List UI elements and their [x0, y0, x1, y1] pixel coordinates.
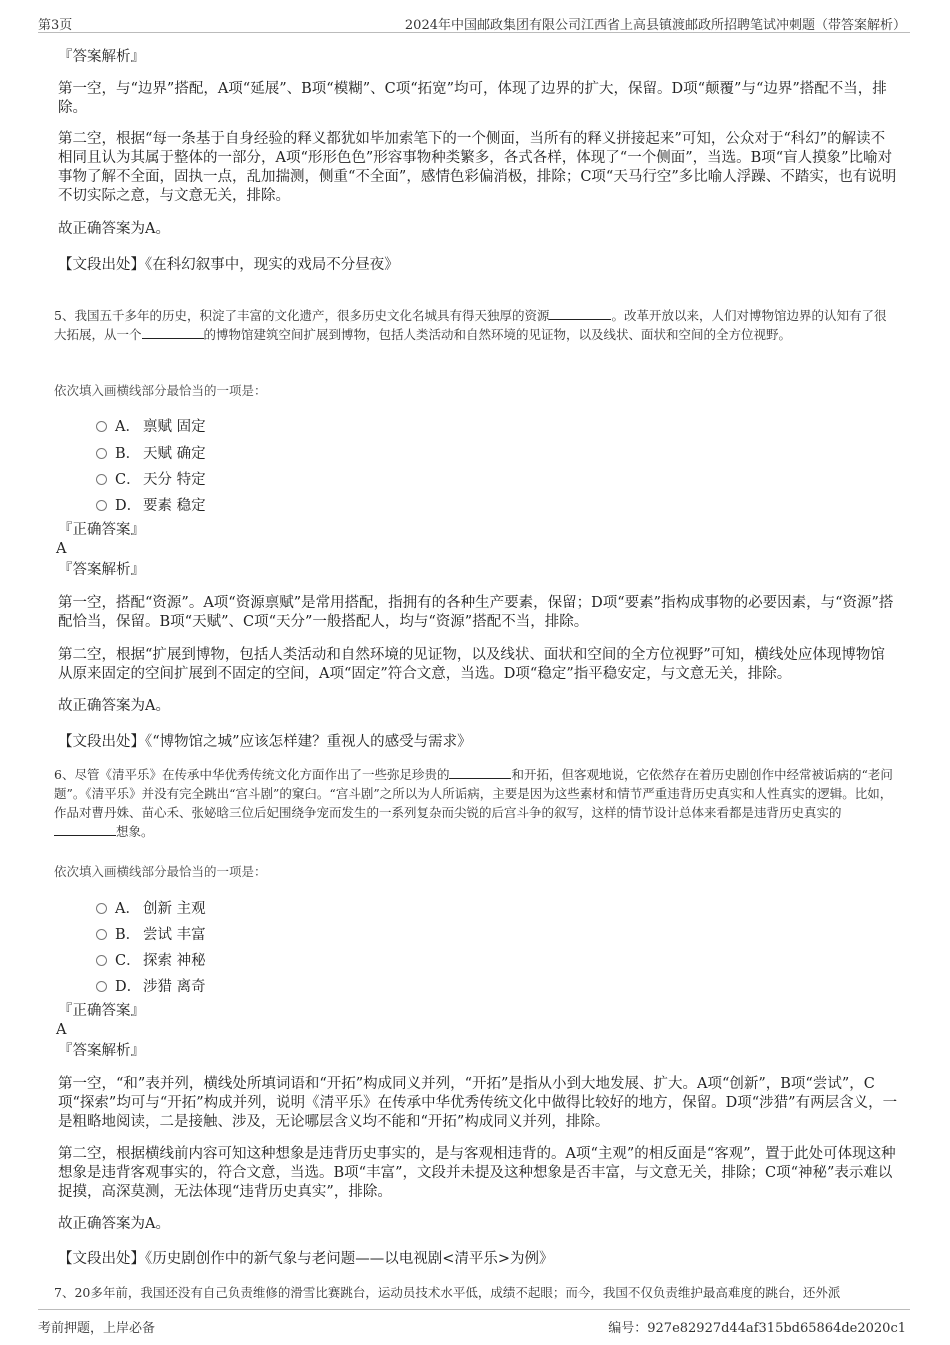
analysis-paragraph: 第一空，搭配“资源”。A项“资源禀赋”是常用搭配，指拥有的各种生产要素，保留；D项“要素”指构成事物的必要因素，与“资源”搭配恰当，保留。B项“天赋”、C项“天分”一般搭配人，均与“资源”搭配不当，排除。	[58, 595, 894, 630]
option-c[interactable]: C． 天分 特定	[96, 468, 206, 489]
correct-answer-label: 『正确答案』	[58, 1003, 145, 1019]
source-citation: 【文段出处】《“博物馆之城”应该怎样建？重视人的感受与需求》	[58, 734, 472, 750]
question-hint: 依次填入画横线部分最恰当的一项是：	[54, 383, 267, 398]
document-id: 编号：927e82927d44af315bd65864de2020c1	[608, 1321, 906, 1336]
page-header	[38, 6, 910, 33]
radio-button[interactable]	[96, 955, 107, 966]
correct-answer-label: 『正确答案』	[58, 522, 145, 538]
question-stem: 5、我国五千多年的历史，积淀了丰富的文化遗产，很多历史文化名城具有得天独厚的资源 。改革开放以来，人们对博物馆边界的认知有了很大拓展，从一个 的博物馆建筑空间扩展到博物，包括人类活动和自然环境的见证物，以及线状、面状和空间的全方位视野。	[54, 308, 887, 342]
option-b[interactable]: B． 天赋 确定	[96, 442, 206, 463]
option-c[interactable]: C． 探索 神秘	[96, 949, 206, 970]
radio-button[interactable]	[96, 474, 107, 485]
option-a[interactable]: A． 禀赋 固定	[96, 415, 206, 436]
analysis-paragraph: 第二空，根据横线前内容可知这种想象是违背历史事实的，是与客观相违背的。A项“主观”的相反面是“客观”，置于此处可体现这种想象是违背客观事实的，符合文意，当选。B项“丰富”，文段并未提及这种想象是否丰富，与文意无关，排除；C项“神秘”表示难以捉摸，高深莫测，无法体现“违背历史真实”，排除。	[58, 1146, 896, 1200]
fill-blank	[449, 766, 511, 779]
page-footer	[38, 1309, 910, 1340]
page-number: 第3页	[38, 18, 73, 33]
conclusion: 故正确答案为A。	[58, 1216, 170, 1232]
analysis-paragraph: 第一空，与“边界”搭配，A项“延展”、B项“模糊”、C项“拓宽”均可，体现了边界的扩大，保留。D项“颠覆”与“边界”搭配不当，排除。	[58, 81, 887, 116]
radio-button[interactable]	[96, 448, 107, 459]
option-a[interactable]: A． 创新 主观	[96, 897, 206, 918]
document-title: 2024年中国邮政集团有限公司江西省上高县镇渡邮政所招聘笔试冲刺题（带答案解析）	[404, 18, 906, 33]
radio-button[interactable]	[96, 981, 107, 992]
analysis-label: 『答案解析』	[58, 49, 145, 65]
option-d[interactable]: D． 要素 稳定	[96, 494, 206, 515]
source-citation: 【文段出处】《历史剧创作中的新气象与老问题——以电视剧<清平乐>为例》	[58, 1251, 554, 1267]
correct-answer: A	[56, 1022, 67, 1038]
fill-blank	[549, 307, 611, 320]
option-d[interactable]: D． 涉猎 离奇	[96, 975, 206, 996]
conclusion: 故正确答案为A。	[58, 221, 170, 237]
analysis-paragraph: 第二空，根据“扩展到博物，包括人类活动和自然环境的见证物，以及线状、面状和空间的全方位视野”可知，横线处应体现博物馆从原来固定的空间扩展到不固定的空间，A项“固定”符合文意，当选。D项“稳定”指平稳安定，与文意无关，排除。	[58, 647, 885, 682]
fill-blank	[54, 823, 116, 836]
radio-button[interactable]	[96, 903, 107, 914]
footer-slogan: 考前押题，上岸必备	[38, 1321, 156, 1336]
correct-answer: A	[56, 541, 67, 557]
option-b[interactable]: B． 尝试 丰富	[96, 923, 206, 944]
radio-button[interactable]	[96, 500, 107, 511]
radio-button[interactable]	[96, 929, 107, 940]
source-citation: 【文段出处】《在科幻叙事中，现实的戏局不分昼夜》	[58, 257, 399, 273]
question-stem: 7、20多年前，我国还没有自己负责维修的滑雪比赛跳台，运动员技术水平低，成绩不起眼；而今，我国不仅负责维护最高难度的跳台，还外派	[54, 1285, 841, 1300]
radio-button[interactable]	[96, 421, 107, 432]
conclusion: 故正确答案为A。	[58, 698, 170, 714]
analysis-paragraph: 第一空，“和”表并列，横线处所填词语和“开拓”构成同义并列，“开拓”是指从小到大地发展、扩大。A项“创新”，B项“尝试”，C项“探索”均可与“开拓”构成并列，说明《清平乐》在传承中华优秀传统文化中做得比较好的地方，保留。D项“涉猎”有两层含义，一是粗略地阅读，二是接触、涉及，无论哪层含义均不能和“开拓”构成同义并列，排除。	[58, 1076, 898, 1130]
question-stem: 6、尽管《清平乐》在传承中华优秀传统文化方面作出了一些弥足珍贵的 和开拓，但客观地说，它依然存在着历史剧创作中经常被诟病的“老问题”。《清平乐》并没有完全跳出“宫斗剧”的窠臼。“宫斗剧”之所以为人所诟病，主要是因为这些素材和情节严重违背历史真实和人性真实的逻辑。比如，作品对曹丹姝、苗心禾、张妼晗三位后妃围绕争宠而发生的一系列复杂而尖锐的后宫斗争的叙写，这样的情节设计总体来看都是违背历史真实的想象。	[54, 767, 893, 839]
analysis-paragraph: 第二空，根据“每一条基于自身经验的释义都犹如毕加索笔下的一个侧面，当所有的释义拼接起来”可知，公众对于“科幻”的解读不相同且认为其属于整体的一部分，A项“形形色色”形容事物种类繁多，各式各样，体现了“一个侧面”，当选。B项“盲人摸象”比喻对事物了解不全面，固执一点，乱加揣测，侧重“不全面”，感情色彩偏消极，排除；C项“天马行空”多比喻人浮躁、不踏实，也有说明不切实际之意，与文意无关，排除。	[58, 131, 897, 204]
analysis-label: 『答案解析』	[58, 562, 145, 578]
analysis-label: 『答案解析』	[58, 1043, 145, 1059]
fill-blank	[142, 326, 204, 339]
question-hint: 依次填入画横线部分最恰当的一项是：	[54, 864, 267, 879]
